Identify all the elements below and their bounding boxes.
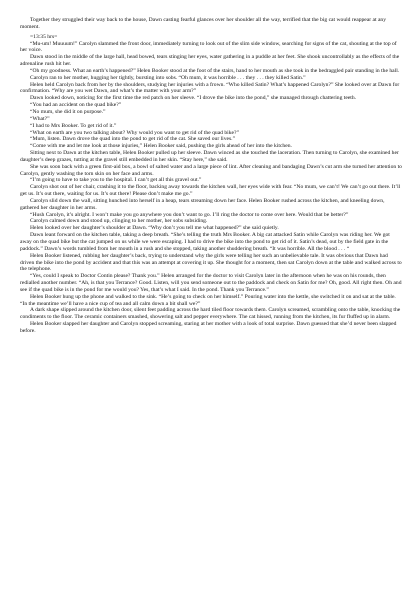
paragraph: Helen Booker listened, rubbing her daughter’s back, trying to understand why the girls were telling her such an unbelievable tale. It was obvious that Dawn had driven the bike into the pond by accident and that this was an attempt at covering it up. She thought for a moment, then sat Carolyn down at the table and walked across to the telephone. — [20, 252, 402, 273]
paragraph: “You had an accident on the quad bike?” — [30, 102, 122, 109]
paragraph: Sitting next to Dawn at the kitchen table, Helen Booker pulled up her sleeve. Dawn winced as she touched the laceration. Then turning to Carolyn, she examined her daughter’s deep grazes, tutting at the gravel still embedded in her skin. “Stay here,” she said. — [20, 150, 399, 163]
paragraph: “What?” — [30, 115, 50, 122]
paragraph: Dawn leant forward on the kitchen table, taking a deep breath. “She’s telling the truth Mrs Booker. A big cat attacked Satin while Carolyn was riding her. We got away on the quad bike but the cat jumped on us while we were escaping. I had to drive the bike into the pond to get rid of it. Satin’s dead, out by the field gate in the paddock.” Dawn’s words tumbled from her mouth in a rush and she stopped, taking another shuddering breath. “It was horrible. All the blood . . . “ — [20, 232, 390, 252]
paragraph: “Oh my goodness. What an earth’s happened?” Helen Booker stood at the foot of the stairs, hand to her mouth as she took in the bedraggled pair standing in the hall. — [30, 67, 400, 74]
paragraph: A dark shape slipped around the kitchen door, silent feet padding across the hard tiled floor towards them. Carolyn screamed, scrambling onto the table, knocking the condiments to the floor. The ceramic containers smashed, showering salt and pepper everywhere. The cat hissed, running from the kitchen, its fur fluffed up in alarm. — [20, 307, 401, 321]
paragraph: Dawn stood in the middle of the large hall, head bowed, tears stinging her eyes, water gathering in a puddle at her feet. She shook uncontrollably as the effects of the adrenaline rush hit her. — [20, 54, 400, 68]
paragraph: “I’m going to have to take you to the hospital. I can’t get all this gravel out.” — [30, 177, 202, 184]
paragraph: Helen looked over her daughter’s shoulder at Dawn. “Why don’t you tell me what happened?” she said quietly. — [30, 225, 279, 232]
paragraph: “Mum, listen. Dawn drove the quad into the pond to get rid of the cat. She saved our lives.” — [30, 136, 236, 143]
paragraph: “Mu-um! Muuuum!” Carolyn slammed the front door, immediately turning to look out of the slim side window, searching for signs of the cat, shouting at the top of her voice. — [20, 40, 397, 54]
paragraph: She was soon back with a green first-aid box, a bowl of salted water and a large piece of lint. After cleaning and bandaging Dawn’s cut arm she turned her attention to Carolyn, gently washing the torn skin on her face and arms. — [20, 163, 402, 177]
paragraph: “I had to Mrs Booker. To get rid of it.” — [30, 122, 117, 129]
paragraph: Helen held Carolyn back from her by the shoulders, studying her injuries with a frown. “Who killed Satin? What’s happened Carolyn?” She looked over at Dawn for confirmation. “Why are you wet Dawn, and what’s the matter with your arm?” — [20, 81, 400, 95]
paragraph: Carolyn calmed down and stood up, clinging to her mother, her sobs subsiding. — [30, 218, 208, 225]
paragraph: “Hush Carolyn, it’s alright. I won’t make you go anywhere you don’t want to go. I’ll ring the doctor to come over here. Would that be better?” — [30, 211, 349, 218]
paragraph: Helen Booker hung up the phone and walked to the sink. “He’s going to check on her himself.” Pouring water into the kettle, she switched it on and sat at the table. “In the meantime we’ll have a nice cup of tea and all calm down a bit shall we?” — [20, 293, 396, 307]
paragraph: Dawn looked down, noticing for the first time the red patch on her sleeve. “I drove the bike into the pond,” she managed through chattering teeth. — [30, 95, 357, 102]
paragraph: Carolyn slid down the wall, sitting hunched into herself in a heap, tears streaming down her face. Helen Booker rushed across the kitchen, and kneeling down, gathered her daughter in her arms. — [20, 197, 385, 211]
paragraph: “What on earth are you two talking about? Why would you want to get rid of the quad bike?” — [30, 129, 239, 136]
paragraph: Helen Booker slapped her daughter and Carolyn stopped screaming, staring at her mother with a look of total surprise. Dawn guessed that she’d never been slapped before. — [20, 321, 397, 334]
paragraph: Together they struggled their way back to the house, Dawn casting fearful glances over her shoulder all the way, terrified that the big cat would reappear at any moment. — [20, 17, 387, 30]
paragraph: “Yes, could I speak to Doctor Contin please? Thank you.” Helen arranged for the doctor to visit Carolyn later in the afternoon when he was on his rounds, then redialled another number. “Ah, is that you Terrance? Good. Listen, will you send someone out to the paddock and check on Satin for me? Oh, good. All right then. Oh and see if the quad bike is in the pond for me would you? Yes, that’s what I said. In the pond. Thank you Terrance.” — [20, 273, 402, 293]
paragraph: Carolyn shot out of her chair, crashing it to the floor, backing away towards the kitchen wall, her eyes wide with fear. “No mum, we can’t! We can’t go out there. It’ll get us. It’s out there, waiting for us. It’s out there! Please don’t make me go.” — [20, 184, 401, 198]
paragraph: “No mum, she did it on purpose.” — [30, 108, 106, 115]
paragraph: “Come with me and let me look at those injuries,” Helen Booker said, pushing the girls ahead of her into the kitchen. — [30, 143, 292, 150]
scene-break-timestamp: =13:35 hrs= — [30, 33, 58, 40]
paragraph: Carolyn ran to her mother, hugging her tightly, bursting into sobs. “Oh mum, it was horrible . . . they . . . they killed Satin.” — [30, 74, 306, 81]
